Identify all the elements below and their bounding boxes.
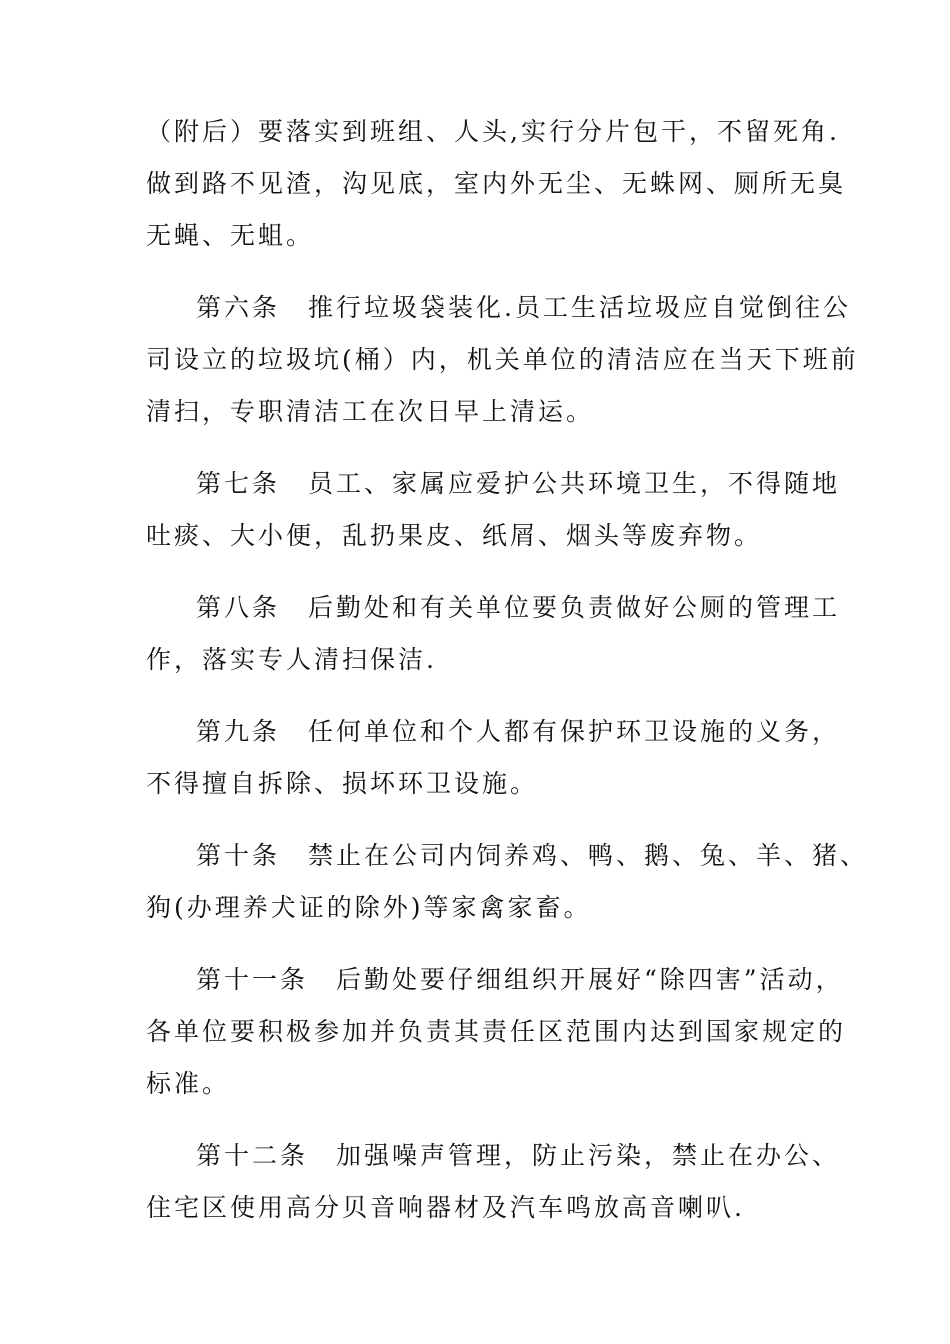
text-line: 第七条 员工、家属应爱护公共环境卫生，不得随地	[196, 469, 841, 498]
article-10	[146, 830, 869, 934]
document-body	[146, 106, 869, 1254]
text-line: 第八条 后勤处和有关单位要负责做好公厕的管理工	[196, 593, 841, 622]
text-line: 第六条 推行垃圾袋装化.员工生活垃圾应自觉倒往公	[196, 293, 851, 322]
text-line: 清扫，专职清洁工在次日早上清运。	[146, 397, 595, 426]
article-7	[146, 458, 841, 562]
article-11	[146, 954, 847, 1110]
text-line: （附后）要落实到班组、人头,实行分片包干，不留死角.	[146, 117, 840, 146]
text-line: 作，落实专人清扫保洁.	[146, 645, 437, 674]
text-line: 标准。	[146, 1069, 231, 1098]
text-line: 不得擅自拆除、损坏环卫设施。	[146, 769, 539, 798]
article-8	[146, 582, 841, 686]
text-line: 住宅区使用高分贝音响器材及汽车鸣放高音喇叭.	[146, 1193, 745, 1222]
text-line: 第十条 禁止在公司内饲养鸡、鸭、鹅、兔、羊、猪、	[196, 841, 869, 870]
text-line: 狗(办理养犬证的除外)等家禽家畜。	[146, 893, 592, 922]
text-line: 各单位要积极参加并负责其责任区范围内达到国家规定的	[146, 1017, 847, 1046]
text-line: 第十二条 加强噪声管理，防止污染，禁止在办公、	[196, 1141, 841, 1170]
text-line: 第九条 任何单位和个人都有保护环卫设施的义务，	[196, 717, 841, 746]
article-9	[146, 706, 841, 810]
text-line: 司设立的垃圾坑(桶）内，机关单位的清洁应在当天下班前	[146, 345, 859, 374]
paragraph-continuation	[146, 106, 847, 262]
text-line: 做到路不见渣，沟见底，室内外无尘、无蛛网、厕所无臭	[146, 169, 847, 198]
article-6	[146, 282, 859, 438]
text-line: 吐痰、大小便，乱扔果皮、纸屑、烟头等废弃物。	[146, 521, 763, 550]
text-line: 无蝇、无蛆。	[146, 221, 315, 250]
article-12	[146, 1130, 841, 1234]
text-line: 第十一条 后勤处要仔细组织开展好“除四害”活动，	[196, 965, 844, 994]
